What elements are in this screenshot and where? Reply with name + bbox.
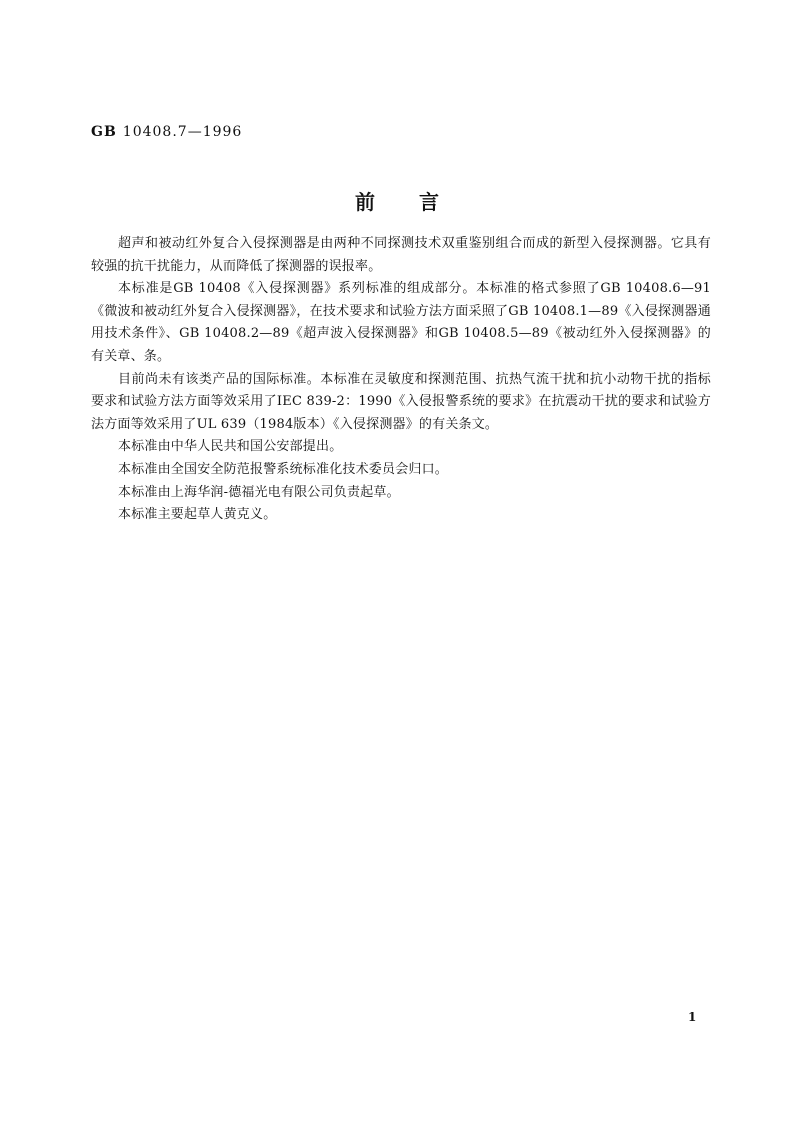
paragraph-drafter: 本标准主要起草人黄克义。 bbox=[118, 507, 277, 523]
paragraph-drafter-org: 本标准由上海华润-德福光电有限公司负责起草。 bbox=[118, 484, 400, 500]
paragraph-proposer: 本标准由中华人民共和国公安部提出。 bbox=[118, 439, 343, 455]
page-title: 前言 bbox=[355, 190, 483, 214]
paragraph-series: 本标准是GB 10408《入侵探测器》系列标准的组成部分。本标准的格式参照了GB 10408.6—91《微波和被动红外复合入侵探测器》，在技术要求和试验方法方面采照了GB 10408.1—89《入侵探测器通用技术条件》、GB 10408.2—89《超声波入侵探测器》和GB 10408.5—89《被动红外入侵探测器》的有关章、条。 bbox=[91, 281, 711, 364]
standard-prefix: GB bbox=[91, 124, 117, 140]
paragraph-international: 目前尚未有该类产品的国际标准。本标准在灵敏度和探测范围、抗热气流干扰和抗小动物干扰的指标要求和试验方法方面等效采用了IEC 839-2：1990《入侵报警系统的要求》在抗震动干扰的要求和试验方法方面等效采用了UL 639（1984版本）《入侵探测器》的有关条文。 bbox=[91, 371, 711, 432]
paragraph-intro: 超声和被动红外复合入侵探测器是由两种不同探测技术双重鉴别组合而成的新型入侵探测器。它具有较强的抗干扰能力，从而降低了探测器的误报率。 bbox=[91, 236, 711, 274]
page-number: 1 bbox=[688, 1010, 697, 1024]
standard-code: 10408.7—1996 bbox=[122, 124, 243, 140]
foreword-body bbox=[91, 233, 711, 527]
standard-code-header bbox=[91, 124, 242, 140]
paragraph-committee: 本标准由全国安全防范报警系统标准化技术委员会归口。 bbox=[118, 461, 449, 477]
